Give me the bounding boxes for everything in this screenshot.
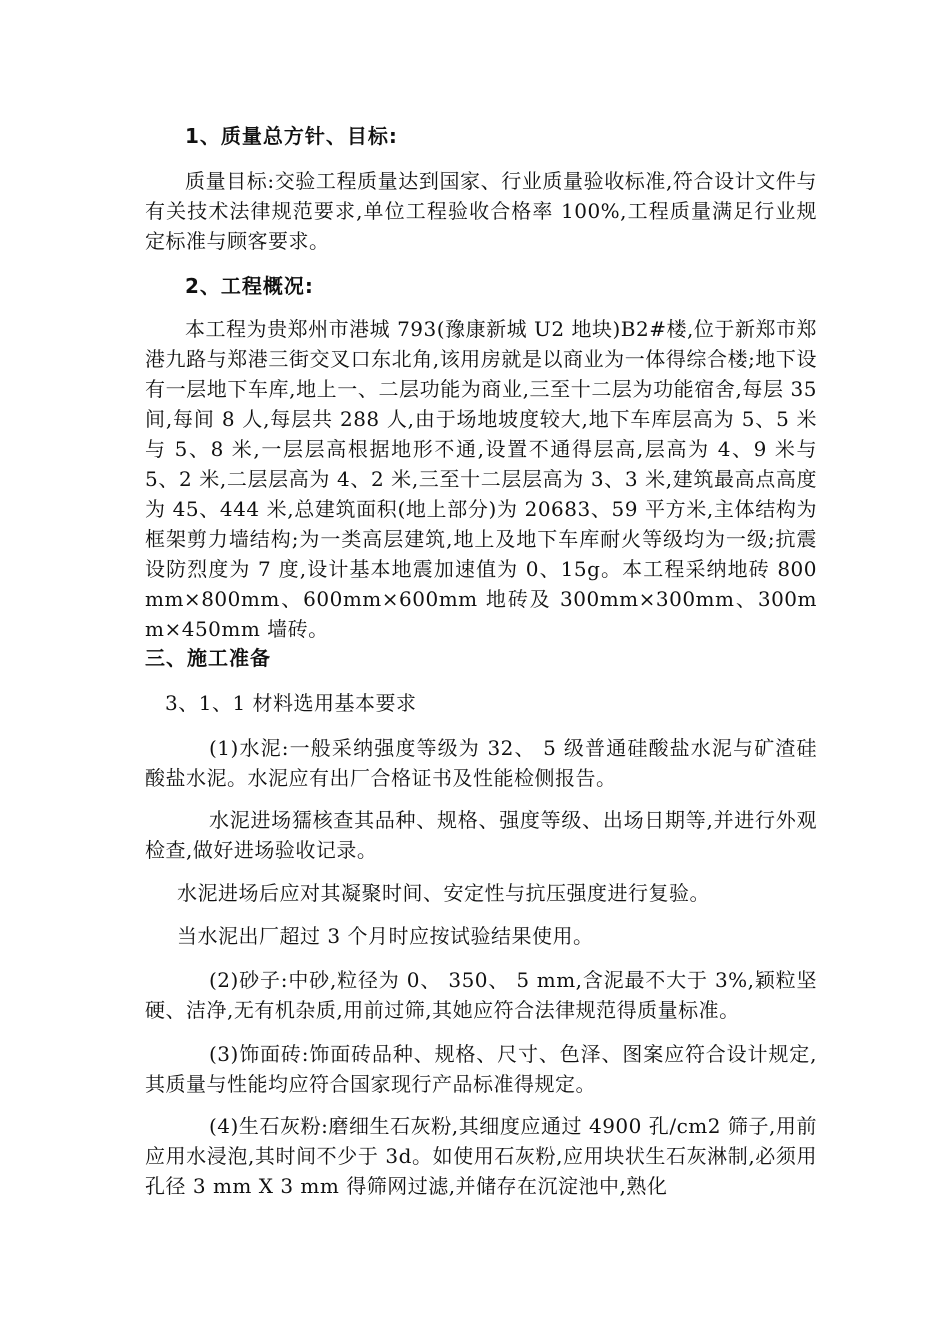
paragraph-project-overview: 本工程为贵郑州市港城 793(豫康新城 U2 地块)B2#楼,位于新郑市郑港九路与郑港三街交叉口东北角,该用房就是以商业为一体得综合楼;地下设有一层地下车库,地上一、二层功能为商业,三至十二层为功能宿舍,每层 35 间,每间 8 人,每层共 288 人,由于场地坡度较大,地下车库层高为 5、5 米与 5、8 米,一层层高根据地形不通,设置不通得层高,层高为 4、9 米与 5、2 米,二层层高为 4、2 米,三至十二层层高为 3、3 米,建筑最高点高度为 45、444 米,总建筑面积(地上部分)为 20683、59 平方米,主体结构为框架剪力墙结构;为一类高层建筑,地上及地下车库耐火等级均为一级;抗震设防烈度为 7 度,设计基本地震加速值为 0、15g。本工程采纳地砖 800mm×800mm、600mm×600mm 地砖及 300mm×300mm、300mm×450mm 墙砖。 bbox=[145, 317, 817, 641]
paragraph-cement-expiry: 当水泥出厂超过 3 个月时应按试验结果使用。 bbox=[177, 924, 594, 948]
subheading-material-requirements: 3、1、1 材料选用基本要求 bbox=[165, 691, 417, 715]
paragraph-cement: (1)水泥:一般采纳强度等级为 32、 5 级普通硅酸盐水泥与矿渣硅酸盐水泥。水泥应有出厂合格证书及性能检侧报告。 bbox=[145, 736, 817, 790]
paragraph-cement-inspection: 水泥进场獳核查其品种、规格、强度等级、出场日期等,并进行外观检查,做好进场验收记录。 bbox=[145, 808, 817, 862]
section-heading-quality-policy: 1、质量总方针、目标: bbox=[185, 124, 398, 148]
paragraph-cement-retest: 水泥进场后应对其凝聚时间、安定性与抗压强度进行复验。 bbox=[177, 881, 710, 905]
section-heading-construction-prep: 三、施工准备 bbox=[145, 646, 271, 670]
paragraph-facing-tiles: (3)饰面砖:饰面砖品种、规格、尺寸、色泽、图案应符合设计规定,其质量与性能均应符合国家现行产品标准得规定。 bbox=[145, 1042, 817, 1096]
paragraph-sand: (2)砂子:中砂,粒径为 0、 350、 5 mm,含泥最不大于 3%,颖粒坚硬、洁净,无有机杂质,用前过筛,其她应符合法律规范得质量标准。 bbox=[145, 968, 817, 1022]
paragraph-quality-target: 质量目标:交验工程质量达到国家、行业质量验收标准,符合设计文件与有关技术法律规范要求,单位工程验收合格率 100%,工程质量满足行业规定标准与顾客要求。 bbox=[145, 169, 817, 253]
paragraph-quicklime: (4)生石灰粉:磨细生石灰粉,其细度应通过 4900 孔/cm2 筛子,用前应用水浸泡,其时间不少于 3d。如使用石灰粉,应用块状生石灰淋制,必须用孔径 3 mm X 3 mm 得筛网过滤,并储存在沉淀池中,熟化 bbox=[145, 1114, 817, 1198]
section-heading-project-overview: 2、工程概况: bbox=[185, 274, 314, 298]
